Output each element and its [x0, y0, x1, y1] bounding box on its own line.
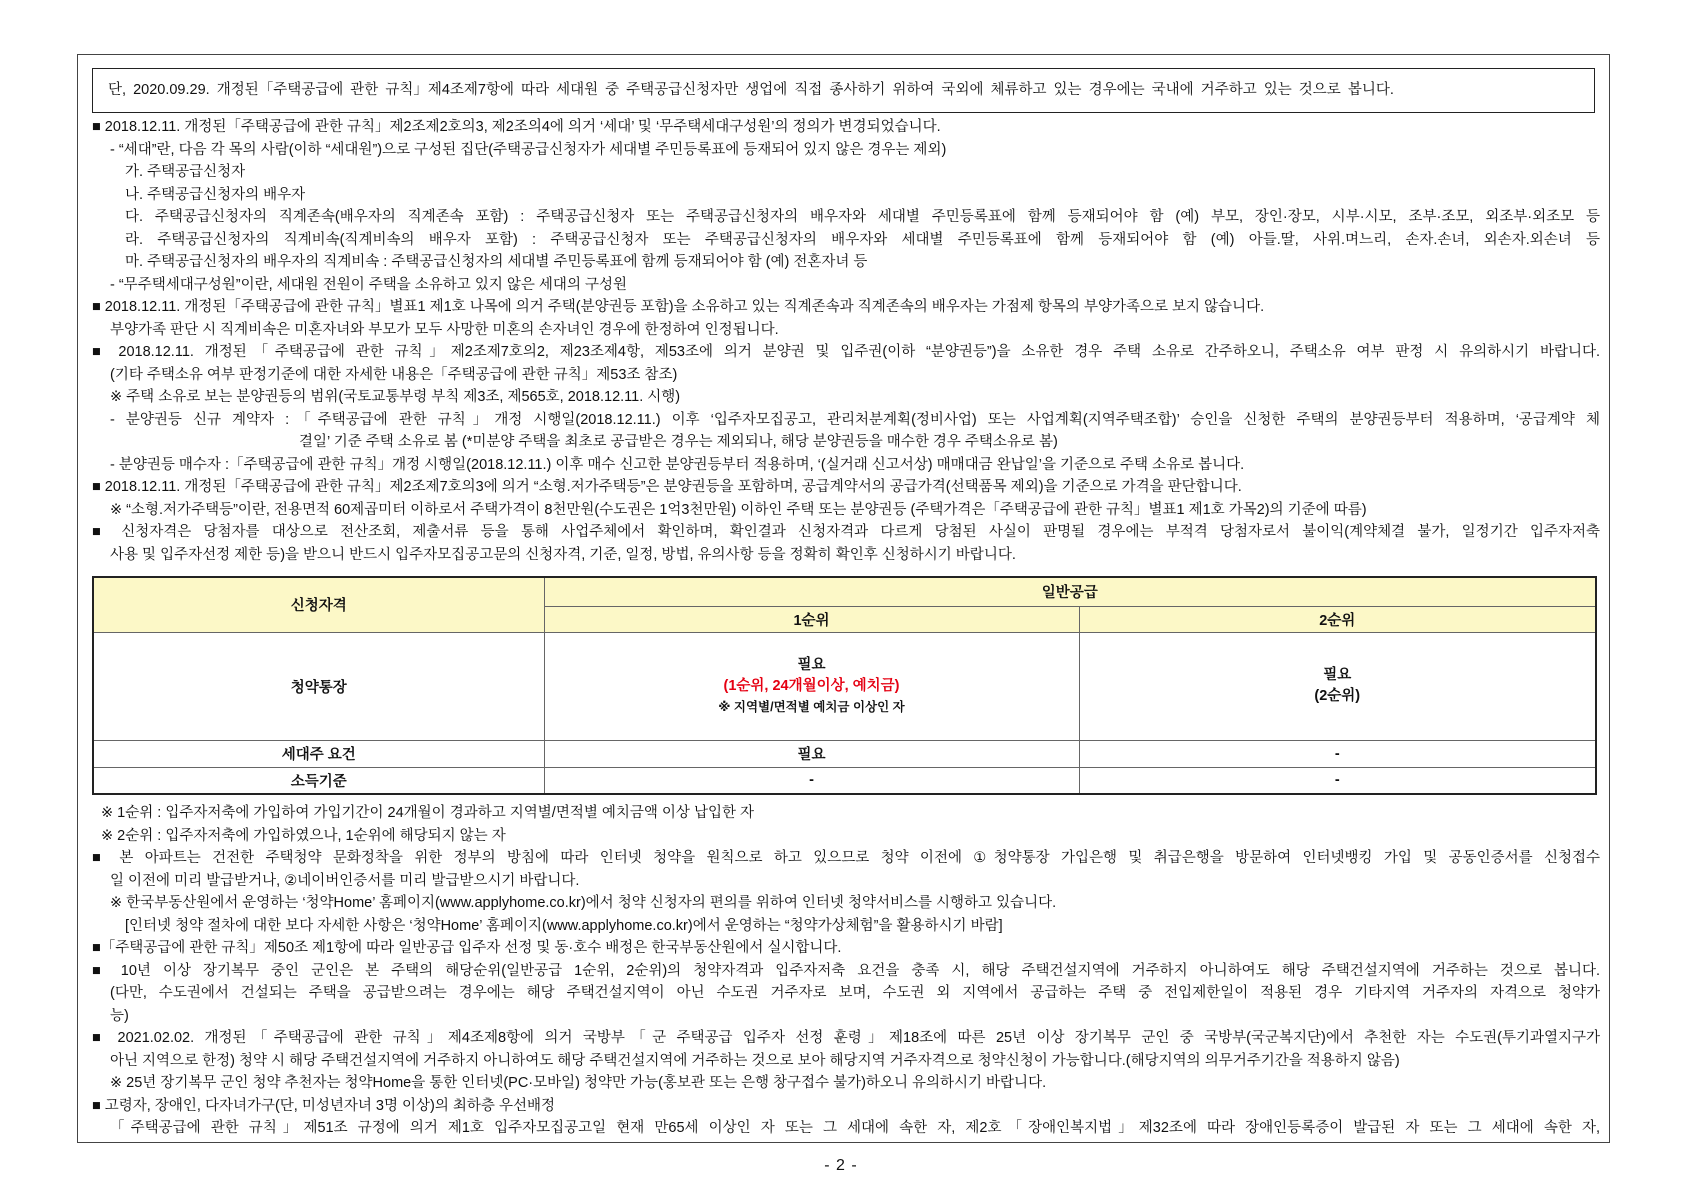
subscription-account-rank-1: [544, 632, 1079, 740]
bullet-line: ■ 2018.12.11. 개정된「주택공급에 관한 규칙」별표1 제1호 나목에 의거 주택(분양권등 포함)을 소유하고 있는 직계존속과 직계존속의 배우자는 가점제 항목의 부양가족으로 보지 않습니다.: [92, 299, 1265, 315]
continuation-line: 결일’ 기준 주택 소유로 봄 (*미분양 주택을 최초로 공급받은 경우는 제외되나, 해당 분양권등을 매수한 경우 주택소유로 봄): [299, 434, 1058, 450]
bullet-line: ■ 고령자, 장애인, 다자녀가구(단, 미성년자녀 3명 이상)의 최하층 우선배정: [92, 1097, 555, 1114]
bullet-line: ■ 신청자격은 당첨자를 대상으로 전산조회, 제출서류 등을 통해 사업주체에서 확인하며, 확인결과 신청자격과 다르게 당첨된 사실이 판명될 경우에는 부적격 당첨자로서 불이익(계약체결 불가, 일정기간 입주자저축: [92, 524, 1600, 540]
note-line: ※ 1순위 : 입주자저축에 가입하여 가입기간이 24개월이 경과하고 지역별/면적별 예치금액 이상 납입한 자: [101, 805, 755, 821]
header-eligibility: 신청자격: [93, 577, 544, 632]
notice-box: [92, 68, 1595, 113]
dash-item-line: - “무주택세대구성원”이란, 세대원 전원이 주택을 소유하고 있지 않은 세대의 구성원: [110, 276, 627, 293]
lettered-item-line: 다. 주택공급신청자의 직계존속(배우자의 직계존속 포함) : 주택공급신청자 또는 주택공급신청자의 배우자와 세대별 주민등록표에 함께 등재되어야 함 (예) 부모, 장인·장모, 시부·시모, 조부·조모, 외조부·외조모 등: [125, 209, 1600, 225]
household-head-rank-1: 필요: [544, 740, 1079, 767]
header-rank-2: 2순위: [1079, 606, 1596, 632]
dash-item-line: - 분양권등 매수자 :「주택공급에 관한 규칙」개정 시행일(2018.12.11.) 이후 매수 신고한 분양권등부터 적용하며, ‘(실거래 신고서상) 매매대금 완납일’을 기준으로 주택 소유로 봅니다.: [110, 456, 1245, 473]
dash-item-line: - 분양권등 신규 계약자 :「주택공급에 관한 규칙」개정 시행일(2018.12.11.) 이후 ‘입주자모집공고, 관리처분계획(정비사업) 또는 사업계획(지역주택조합)’ 승인을 신청한 주택의 분양권등부터 적용하며, ‘공급계약 체: [110, 411, 1600, 428]
page-number: - 2 -: [824, 1157, 858, 1174]
notice-text: 단, 2020.09.29. 개정된「주택공급에 관한 규칙」제4조제7항에 따라 세대원 중 주택공급신청자만 생업에 직접 종사하기 위하여 국외에 체류하고 있는 경우에는 국내에 거주하고 있는 것으로 봅니다.: [108, 82, 1394, 98]
rank-1-condition: (1순위, 24개월이상, 예치금): [723, 677, 900, 694]
rank-2-condition: (2순위): [1314, 688, 1361, 704]
subscription-account-label: 청약통장: [93, 632, 544, 740]
rank-1-required: 필요: [797, 656, 826, 673]
table-header-row: [93, 577, 1596, 606]
continuation-line: 일 이전에 미리 발급받거나, ②네이버인증서를 미리 발급받으시기 바랍니다.: [110, 872, 580, 889]
continuation-line: (기타 주택소유 여부 판정기준에 대한 자세한 내용은「주택공급에 관한 규칙」제53조 참조): [110, 366, 678, 383]
income-criteria-label: 소득기준: [93, 767, 544, 794]
continuation-line: (다만, 수도권에서 건설되는 주택을 공급받으려는 경우에는 해당 주택건설지역이 아닌 수도권 거주자로 보며, 수도권 외 지역에서 공급하는 주택 중 전입제한일이 적용된 경우 기타지역 거주자의 자격으로 청약가: [110, 985, 1600, 1001]
continuation-line: 「주택공급에 관한 규칙」제51조 규정에 의거 제1호 입주자모집공고일 현재 만65세 이상인 자 또는 그 세대에 속한 자, 제2호「장애인복지법」제32조에 따라 장애인등록증이 발급된 자 또는 그 세대에 속한 자,: [110, 1120, 1600, 1136]
bullet-line: ■ 본 아파트는 건전한 주택청약 문화정착을 위한 정부의 방침에 따라 인터넷 청약을 원칙으로 하고 있으므로 청약 이전에 ①청약통장 가입은행 및 취급은행을 방문하여 인터넷뱅킹 가입 및 공동인증서를 신청접수: [92, 850, 1600, 866]
header-rank-1: 1순위: [544, 606, 1079, 632]
continuation-line: 아닌 지역으로 한정) 청약 시 해당 주택건설지역에 거주하지 아니하여도 해당 주택건설지역에 거주하는 것으로 보아 해당지역 거주자격으로 청약신청이 가능합니다.(해당지역의 의무거주기간을 적용하지 않음): [110, 1052, 1400, 1069]
rank-1-deposit-note: ※ 지역별/면적별 예치금 이상인 자: [718, 699, 905, 714]
income-criteria-rank-2: -: [1079, 767, 1596, 794]
lettered-item-line: 라. 주택공급신청자의 직계비속(직계비속의 배우자 포함) : 주택공급신청자 또는 주택공급신청자의 배우자와 세대별 주민등록표에 함께 등재되어야 함 (예) 아들.딸, 사위.며느리, 손자.손녀, 외손자.외손녀 등: [125, 231, 1600, 248]
continuation-line: 사용 및 입주자선정 제한 등)을 받으니 반드시 입주자모집공고문의 신청자격, 기준, 일정, 방법, 유의사항 등을 정확히 확인후 신청하시기 바랍니다.: [110, 546, 1016, 563]
note-line: ※ 한국부동산원에서 운영하는 ‘청약Home’ 홈페이지(www.applyhome.co.kr)에서 청약 신청자의 편의를 위하여 인터넷 청약서비스를 시행하고 있습니다.: [110, 895, 1057, 911]
lettered-item-line: 가. 주택공급신청자: [125, 164, 246, 180]
row-subscription-account: [93, 632, 1596, 740]
rank-2-required: 필요: [1323, 667, 1352, 683]
eligibility-table: [92, 576, 1597, 795]
bullet-line: ■ 2018.12.11. 개정된「주택공급에 관한 규칙」제2조제7호의3에 의거 “소형.저가주택등”은 분양권등을 포함하며, 공급계약서의 공급가격(선택품목 제외)을 기준으로 가격을 판단합니다.: [92, 479, 1242, 495]
subscription-account-rank-2: [1079, 632, 1596, 740]
bullet-line: ■ 2018.12.11. 개정된「주택공급에 관한 규칙」제2조제2호의3, 제2조의4에 의거 ‘세대’ 및 ‘무주택세대구성원’의 정의가 변경되었습니다.: [92, 119, 941, 135]
bracket-note-line: [인터넷 청약 절차에 대한 보다 자세한 사항은 ‘청약Home’ 홈페이지(www.applyhome.co.kr)에서 운영하는 “청약가상체험”을 활용하시기 바람]: [125, 917, 1003, 934]
note-line: ※ “소형.저가주택등”이란, 전용면적 60제곱미터 이하로서 주택가격이 8천만원(수도권은 1억3천만원) 이하인 주택 또는 분양권등 (주택가격은「주택공급에 관한 규칙」별표1 제1호 가목2)의 기준에 따름): [110, 501, 1367, 518]
section-top: [92, 116, 1600, 566]
lettered-item-line: 마. 주택공급신청자의 배우자의 직계비속 : 주택공급신청자의 세대별 주민등록표에 함께 등재되어야 함 (예) 전혼자녀 등: [125, 254, 868, 270]
bullet-line: ■ 2021.02.02. 개정된「주택공급에 관한 규칙」제4조제8항에 의거 국방부「군 주택공급 입주자 선정 훈령」제18조에 따른 25년 이상 장기복무 군인 중 국방부(국군복지단)에서 추천한 자는 수도권(투기과열지구가: [92, 1030, 1600, 1046]
note-line: ※ 주택 소유로 보는 분양권등의 범위(국토교통부령 부칙 제3조, 제565호, 2018.12.11. 시행): [110, 389, 681, 405]
dash-item-line: - “세대”란, 다음 각 목의 사람(이하 “세대원”)으로 구성된 집단(주택공급신청자가 세대별 주민등록표에 등재되어 있지 않은 경우는 제외): [110, 141, 947, 158]
section-bottom: [92, 802, 1600, 1140]
income-criteria-rank-1: -: [544, 767, 1079, 794]
household-head-label: 세대주 요건: [93, 740, 544, 767]
lettered-item-line: 나. 주택공급신청자의 배우자: [125, 186, 306, 203]
note-line: ※ 25년 장기복무 군인 청약 추천자는 청약Home을 통한 인터넷(PC·모바일) 청약만 가능(홍보관 또는 은행 창구접수 불가)하오니 유의하시기 바랍니다.: [110, 1075, 1047, 1091]
header-general-supply: 일반공급: [544, 577, 1596, 606]
bullet-line: ■ 10년 이상 장기복무 중인 군인은 본 주택의 해당순위(일반공급 1순위, 2순위)의 청약자격과 입주자저축 요건을 충족 시, 해당 주택건설지역에 거주하지 아니하여도 해당 주택건설지역에 거주하는 것으로 봅니다.: [92, 962, 1600, 979]
bullet-line: ■「주택공급에 관한 규칙」제50조 제1항에 따라 일반공급 입주자 선정 및 동·호수 배정은 한국부동산원에서 실시합니다.: [92, 940, 842, 956]
household-head-rank-2: -: [1079, 740, 1596, 767]
continuation-line: 부양가족 판단 시 직계비속은 미혼자녀와 부모가 모두 사망한 미혼의 손자녀인 경우에 한정하여 인정됩니다.: [110, 321, 779, 338]
note-line: ※ 2순위 : 입주자저축에 가입하였으나, 1순위에 해당되지 않는 자: [101, 827, 506, 844]
row-income-criteria: [93, 767, 1596, 794]
bullet-line: ■ 2018.12.11. 개정된「주택공급에 관한 규칙」제2조제7호의2, 제23조제4항, 제53조에 의거 분양권 및 입주권(이하 “분양권등”)을 소유한 경우 주택 소유로 간주하오니, 주택소유 여부 판정 시 유의하시기 바랍니다.: [92, 344, 1600, 360]
row-household-head: [93, 740, 1596, 767]
continuation-line: 능): [110, 1007, 129, 1024]
